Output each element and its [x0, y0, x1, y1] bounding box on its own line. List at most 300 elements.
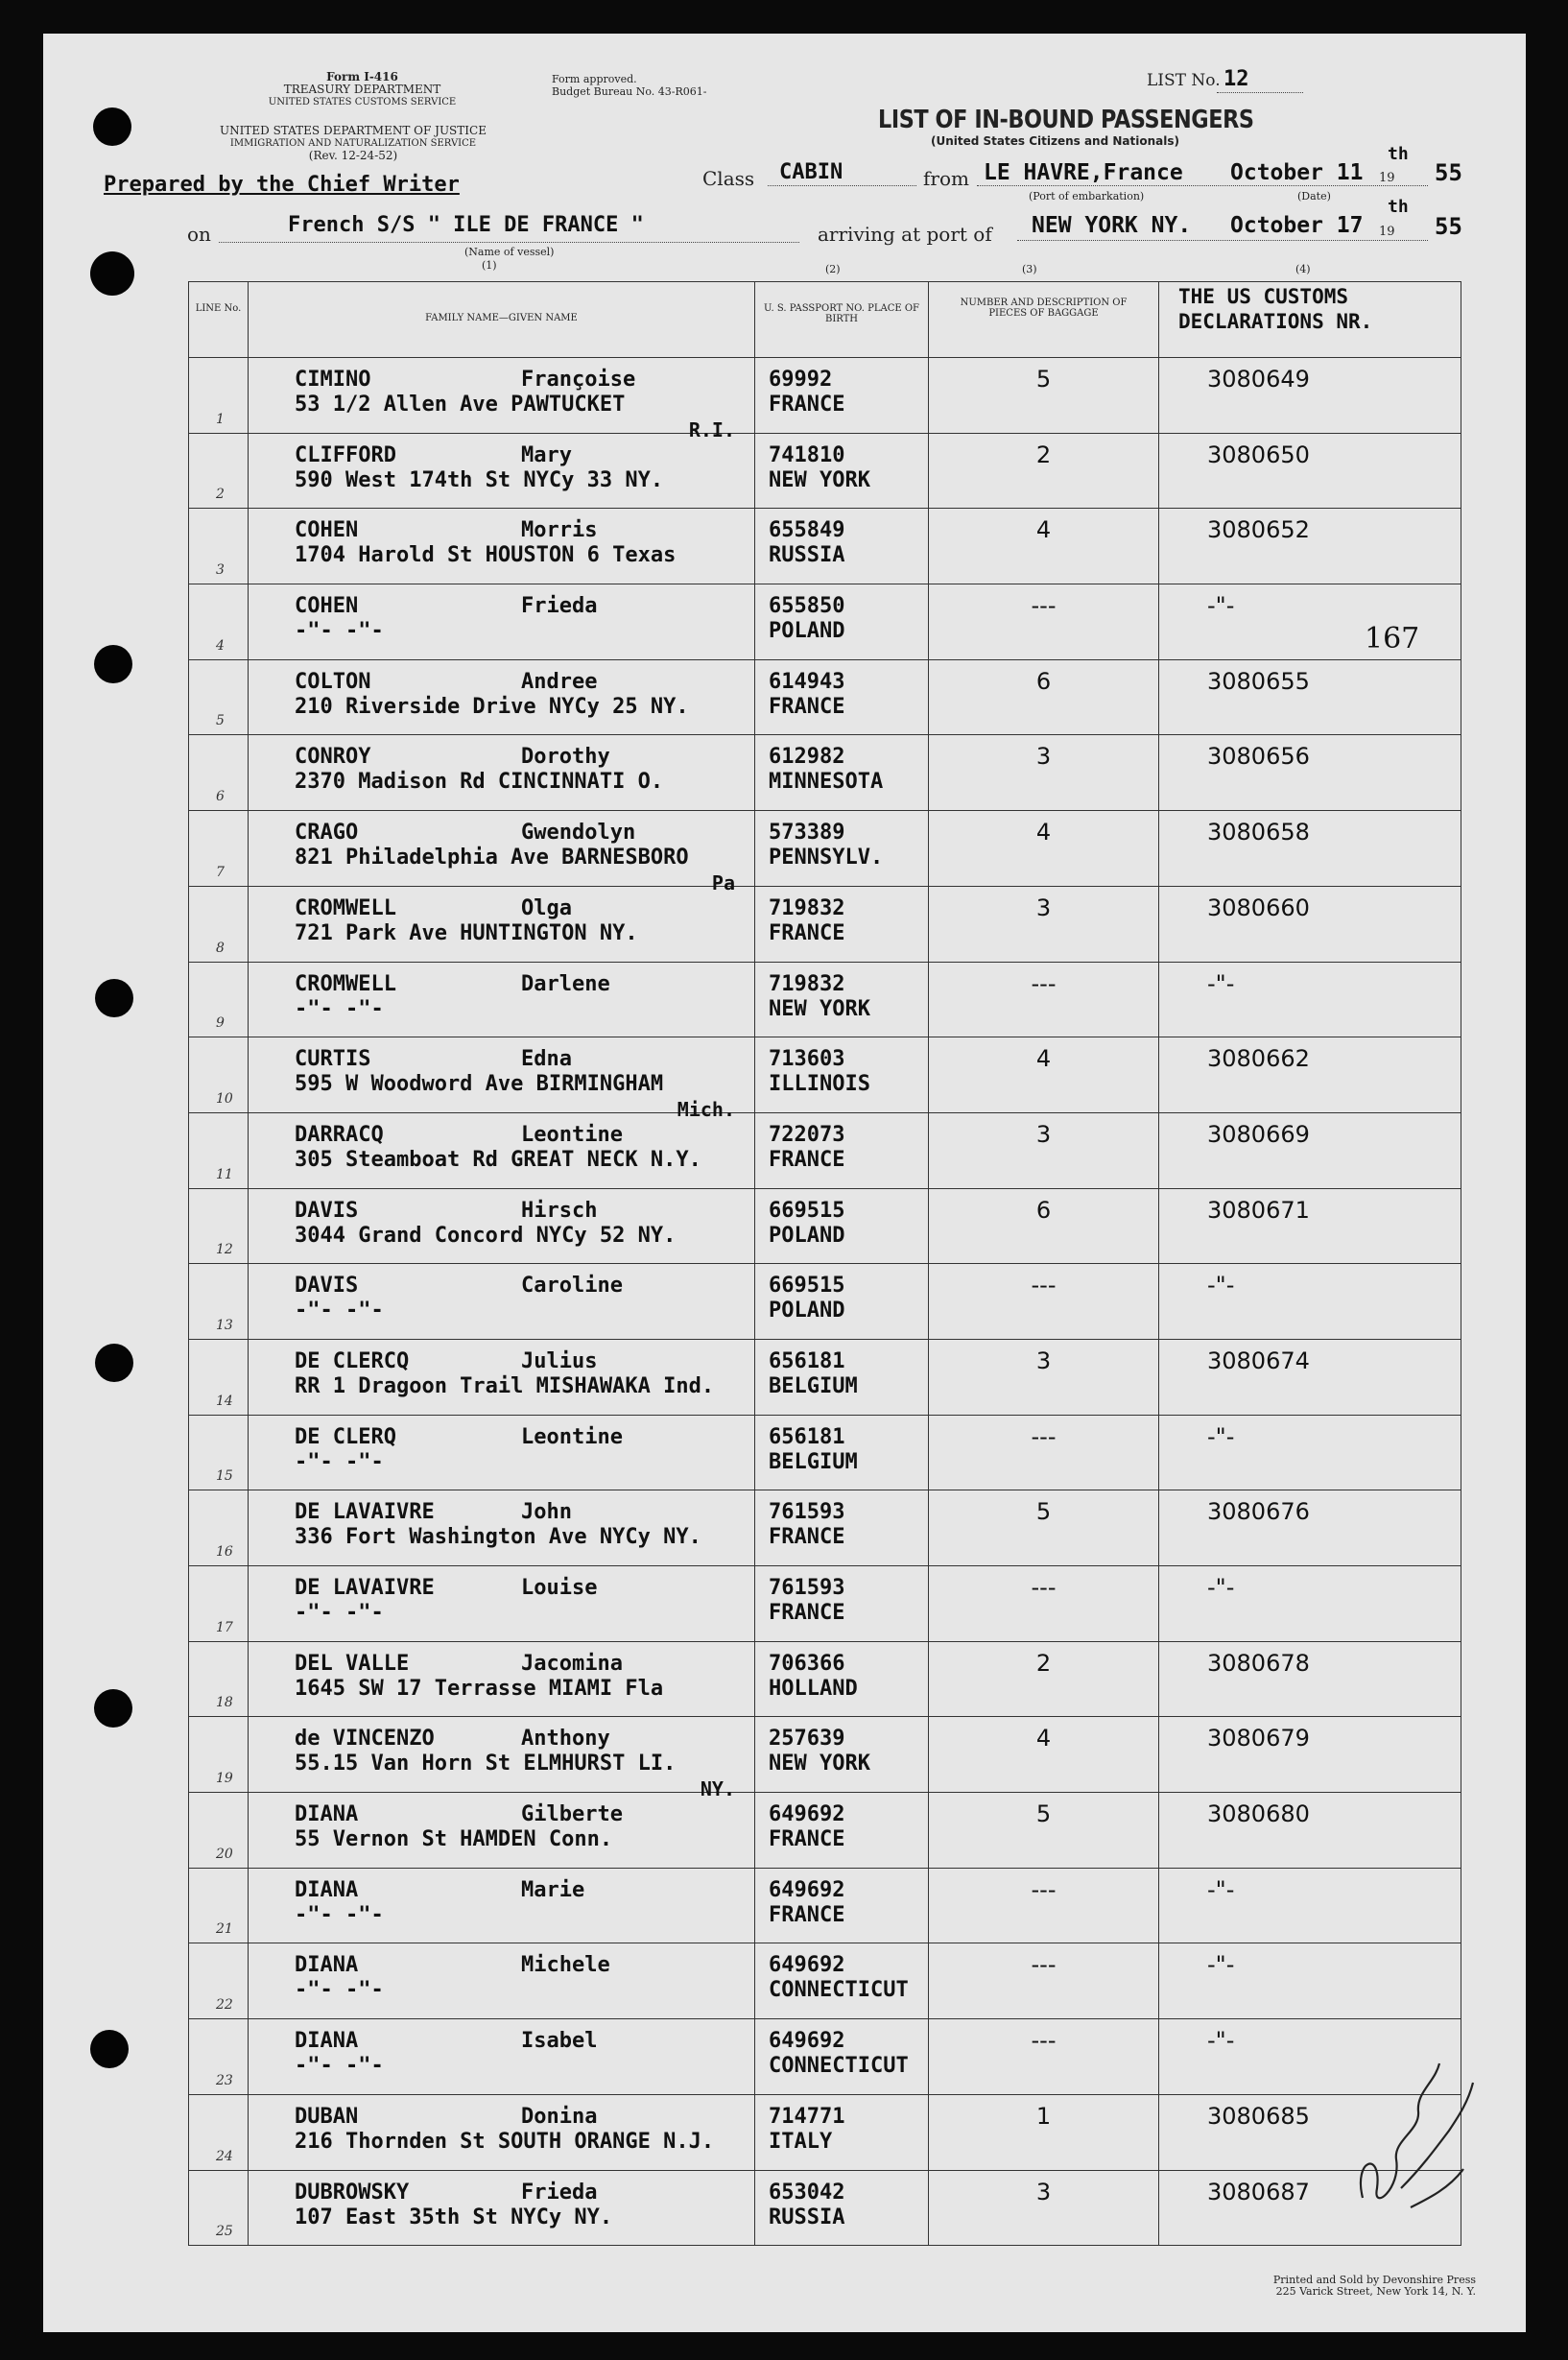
family-name: DIANA: [295, 1877, 359, 1902]
family-name: CRAGO: [295, 821, 359, 846]
passport-number: 713603: [769, 1047, 845, 1072]
form-number: Form I-416: [326, 70, 398, 83]
address: 721 Park Ave HUNTINGTON NY.: [295, 920, 638, 945]
line-number-cell: [189, 1641, 249, 1717]
baggage-count: 5: [1035, 1498, 1052, 1526]
table-row: [189, 659, 1461, 735]
name-cell: [249, 358, 755, 441]
name-cell: [249, 1415, 755, 1490]
line-number-cell: [189, 1566, 249, 1642]
passport-cell: [755, 1717, 929, 1793]
name-cell: [249, 2019, 755, 2095]
list-no-value: 12: [1224, 67, 1249, 91]
place-of-birth: BELGIUM: [769, 1373, 858, 1398]
declaration-cell: [1159, 1868, 1461, 1943]
given-name: Mary: [521, 442, 572, 467]
address-continued: NY.: [700, 1777, 735, 1801]
family-name: CIMINO: [295, 368, 371, 392]
binder-hole-icon: [90, 251, 134, 296]
line-number: 22: [216, 1997, 233, 2014]
address: 216 Thornden St SOUTH ORANGE N.J.: [295, 2129, 715, 2154]
baggage-cell: [929, 886, 1159, 962]
passport-cell: [755, 659, 929, 735]
place-of-birth: FRANCE: [769, 393, 845, 417]
given-name: Frieda: [521, 594, 598, 619]
line-number-cell: [189, 1490, 249, 1566]
declaration-number: 3080676: [1207, 1498, 1310, 1526]
passport-cell: [755, 2094, 929, 2170]
given-name: Donina: [521, 2104, 598, 2129]
line-number-cell: [189, 811, 249, 887]
embark-year-prefix: 19: [1379, 171, 1395, 185]
given-name: Hirsch: [521, 1198, 598, 1223]
line-number: 3: [216, 562, 225, 579]
passport-cell: [755, 1566, 929, 1642]
table-row: [189, 1793, 1461, 1869]
passport-number: 649692: [769, 2029, 845, 2054]
form-approval: [552, 73, 707, 98]
place-of-birth: POLAND: [769, 619, 845, 644]
passport-number: 719832: [769, 971, 845, 996]
arriving-label: arriving at port of: [818, 223, 992, 246]
declaration-cell: [1159, 1037, 1461, 1113]
baggage-cell: [929, 358, 1159, 434]
declaration-cell: [1159, 433, 1461, 509]
address: -"- -"-: [295, 1978, 384, 2003]
line-number: 5: [216, 713, 225, 729]
baggage-count: ---: [1031, 592, 1057, 620]
declaration-number: 3080679: [1207, 1725, 1310, 1752]
family-name: DE LAVAIVRE: [295, 1576, 435, 1600]
table-row: [189, 358, 1461, 434]
line-number-cell: [189, 1339, 249, 1415]
declaration-number: -"-: [1207, 969, 1235, 997]
address: 53 1/2 Allen Ave PAWTUCKET: [295, 393, 626, 417]
address: 595 W Woodword Ave BIRMINGHAM: [295, 1072, 664, 1097]
line-number: 1: [216, 411, 225, 427]
passport-number: 714771: [769, 2104, 845, 2129]
address: 305 Steamboat Rd GREAT NECK N.Y.: [295, 1147, 701, 1172]
name-cell: [249, 1943, 755, 2019]
line-number-cell: [189, 659, 249, 735]
line-number-cell: [189, 2094, 249, 2170]
passport-number: 706366: [769, 1651, 845, 1676]
line-number: 14: [216, 1393, 233, 1409]
passport-number: 612982: [769, 745, 845, 770]
given-name: Dorothy: [521, 745, 610, 770]
baggage-cell: [929, 2094, 1159, 2170]
embark-date: October 11: [1230, 160, 1364, 185]
family-name: CLIFFORD: [295, 442, 396, 467]
place-of-birth: MINNESOTA: [769, 770, 884, 795]
page-stamp: 167: [1365, 622, 1420, 656]
table-row: [189, 962, 1461, 1037]
form-revision: (Rev. 12-24-52): [308, 149, 398, 162]
baggage-cell: [929, 1112, 1159, 1188]
line-number: 16: [216, 1544, 233, 1560]
baggage-count: ---: [1031, 1272, 1057, 1299]
justice-dept: UNITED STATES DEPARTMENT OF JUSTICE: [220, 124, 487, 137]
place-of-birth: NEW YORK: [769, 467, 870, 492]
baggage-cell: [929, 509, 1159, 584]
declaration-cell: [1159, 1943, 1461, 2019]
baggage-cell: [929, 1566, 1159, 1642]
declaration-number: 3080680: [1207, 1800, 1310, 1828]
passport-number: 761593: [769, 1576, 845, 1600]
page-title: LIST OF IN-BOUND PASSENGERS: [878, 106, 1254, 134]
baggage-cell: [929, 433, 1159, 509]
declaration-cell: [1159, 659, 1461, 735]
table-row: [189, 735, 1461, 811]
declaration-cell: [1159, 886, 1461, 962]
declaration-cell: [1159, 811, 1461, 887]
passport-cell: [755, 1943, 929, 2019]
embark-year: 55: [1435, 159, 1462, 186]
baggage-count: ---: [1031, 1422, 1057, 1450]
passport-number: 649692: [769, 1953, 845, 1978]
class-value: CABIN: [779, 160, 843, 184]
declaration-number: 3080658: [1207, 819, 1310, 846]
place-of-birth: FRANCE: [769, 1902, 845, 1927]
line-number-cell: [189, 1943, 249, 2019]
declaration-number: 3080669: [1207, 1120, 1310, 1148]
place-of-birth: NEW YORK: [769, 996, 870, 1021]
passport-number: 614943: [769, 669, 845, 694]
embark-port: LE HAVRE,France: [984, 160, 1183, 185]
baggage-count: 3: [1035, 894, 1052, 921]
passport-cell: [755, 1490, 929, 1566]
name-cell: [249, 659, 755, 735]
line-number-cell: [189, 509, 249, 584]
passport-number: 69992: [769, 368, 833, 392]
budget-bureau: Budget Bureau No. 43-R061-: [552, 85, 707, 98]
declaration-number: 3080655: [1207, 667, 1310, 695]
baggage-count: 3: [1035, 1120, 1052, 1148]
table-row: [189, 2019, 1461, 2095]
family-name: COHEN: [295, 594, 359, 619]
table-row: [189, 1490, 1461, 1566]
family-name: DEL VALLE: [295, 1651, 410, 1676]
baggage-count: 4: [1035, 819, 1052, 846]
passport-number: 653042: [769, 2180, 845, 2205]
address: 821 Philadelphia Ave BARNESBORO: [295, 846, 689, 870]
given-name: Darlene: [521, 971, 610, 996]
table-row: [189, 2094, 1461, 2170]
given-name: Edna: [521, 1047, 572, 1072]
name-cell: [249, 811, 755, 895]
form-agency-block: [264, 71, 461, 108]
line-number: 12: [216, 1242, 233, 1258]
line-number-cell: [189, 1112, 249, 1188]
passport-cell: [755, 1112, 929, 1188]
address: -"- -"-: [295, 619, 384, 644]
baggage-count: 5: [1035, 366, 1052, 393]
passport-number: 669515: [769, 1198, 845, 1223]
table-row: [189, 1112, 1461, 1188]
binder-hole-icon: [94, 645, 132, 683]
address: -"- -"-: [295, 1449, 384, 1474]
baggage-count: ---: [1031, 2027, 1057, 2055]
baggage-cell: [929, 1868, 1159, 1943]
line-number-cell: [189, 735, 249, 811]
family-name: DAVIS: [295, 1198, 359, 1223]
address: -"- -"-: [295, 1601, 384, 1625]
passport-number: 719832: [769, 895, 845, 920]
baggage-cell: [929, 1339, 1159, 1415]
place-of-birth: FRANCE: [769, 1601, 845, 1625]
passport-cell: [755, 1868, 929, 1943]
baggage-cell: [929, 584, 1159, 660]
baggage-count: ---: [1031, 1951, 1057, 1979]
family-name: CROMWELL: [295, 971, 396, 996]
given-name: Olga: [521, 895, 572, 920]
place-of-birth: RUSSIA: [769, 543, 845, 568]
printer-line-1: Printed and Sold by Devonshire Press: [1272, 2274, 1476, 2286]
line-number-cell: [189, 1264, 249, 1340]
given-name: Louise: [521, 1576, 598, 1600]
name-cell: [249, 1339, 755, 1415]
col2-caption: (2): [825, 263, 841, 275]
line-number-cell: [189, 2170, 249, 2246]
class-label: Class: [702, 167, 755, 190]
declaration-number: 3080662: [1207, 1045, 1310, 1073]
line-number: 23: [216, 2072, 233, 2088]
line-number: 13: [216, 1317, 233, 1333]
declaration-cell: [1159, 1566, 1461, 1642]
declaration-cell: [1159, 1490, 1461, 1566]
address: 107 East 35th St NYCy NY.: [295, 2205, 613, 2229]
family-name: COLTON: [295, 669, 371, 694]
declaration-number: 3080678: [1207, 1649, 1310, 1677]
passport-number: 655849: [769, 518, 845, 543]
place-of-birth: POLAND: [769, 1299, 845, 1323]
address-continued: Pa: [711, 871, 735, 895]
line-number: 15: [216, 1468, 233, 1485]
place-of-birth: FRANCE: [769, 694, 845, 719]
line-number-cell: [189, 1793, 249, 1869]
line-number: 25: [216, 2224, 233, 2240]
family-name: de VINCENZO: [295, 1727, 435, 1752]
given-name: Leontine: [521, 1424, 623, 1449]
baggage-cell: [929, 1037, 1159, 1113]
passport-number: 655850: [769, 594, 845, 619]
passport-cell: [755, 962, 929, 1037]
family-name: DARRACQ: [295, 1122, 384, 1147]
binder-hole-icon: [95, 979, 133, 1017]
place-of-birth: ITALY: [769, 2129, 833, 2154]
table-row: [189, 1188, 1461, 1264]
baggage-cell: [929, 811, 1159, 887]
customs-service: UNITED STATES CUSTOMS SERVICE: [268, 97, 457, 107]
given-name: Marie: [521, 1877, 585, 1902]
passport-number: 656181: [769, 1424, 845, 1449]
declaration-number: -"-: [1207, 1875, 1235, 1903]
place-of-birth: BELGIUM: [769, 1449, 858, 1474]
baggage-cell: [929, 1641, 1159, 1717]
passport-cell: [755, 433, 929, 509]
family-name: DAVIS: [295, 1274, 359, 1299]
declaration-number: 3080674: [1207, 1347, 1310, 1374]
baggage-count: ---: [1031, 969, 1057, 997]
declaration-number: -"-: [1207, 2027, 1235, 2055]
baggage-count: 3: [1035, 743, 1052, 771]
table-row: [189, 2170, 1461, 2246]
name-cell: [249, 1112, 755, 1188]
baggage-count: 4: [1035, 1045, 1052, 1073]
declaration-number: 3080656: [1207, 743, 1310, 771]
address-continued: Mich.: [677, 1098, 735, 1122]
declaration-cell: [1159, 1264, 1461, 1340]
name-cell: [249, 584, 755, 660]
line-no-header: LINE No.: [189, 282, 249, 358]
baggage-count: 4: [1035, 516, 1052, 544]
family-name: CURTIS: [295, 1047, 371, 1072]
baggage-count: 6: [1035, 1196, 1052, 1224]
family-name: DE CLERCQ: [295, 1348, 410, 1373]
baggage-count: 2: [1035, 441, 1052, 468]
arrival-date-suffix: th: [1388, 197, 1409, 217]
address: 1704 Harold St HOUSTON 6 Texas: [295, 543, 677, 568]
arrival-port: NEW YORK NY.: [1032, 213, 1192, 238]
baggage-cell: [929, 659, 1159, 735]
line-number: 7: [216, 864, 225, 880]
family-name: CROMWELL: [295, 895, 396, 920]
binder-hole-icon: [90, 2030, 129, 2068]
vessel-name: French S/S " ILE DE FRANCE ": [288, 213, 644, 237]
passport-cell: [755, 1415, 929, 1490]
baggage-cell: [929, 1943, 1159, 2019]
passport-number: 649692: [769, 1877, 845, 1902]
declaration-number: 3080652: [1207, 516, 1310, 544]
name-cell: [249, 1793, 755, 1869]
line-number: 11: [216, 1166, 233, 1182]
declaration-number: 3080660: [1207, 894, 1310, 921]
name-cell: [249, 1566, 755, 1642]
passport-number: 649692: [769, 1802, 845, 1827]
baggage-count: 5: [1035, 1800, 1052, 1828]
name-cell: [249, 962, 755, 1037]
given-name: Anthony: [521, 1727, 610, 1752]
passport-cell: [755, 886, 929, 962]
declaration-cell: [1159, 1188, 1461, 1264]
declaration-number: -"-: [1207, 1951, 1235, 1979]
table-row: [189, 1566, 1461, 1642]
place-of-birth: CONNECTICUT: [769, 2054, 909, 2079]
passport-cell: [755, 1037, 929, 1113]
place-of-birth: FRANCE: [769, 920, 845, 945]
line-number: 18: [216, 1695, 233, 1711]
date-caption: (Date): [1297, 190, 1331, 203]
passport-header: U. S. PASSPORT NO. PLACE OF BIRTH: [755, 282, 929, 358]
place-of-birth: PENNSYLV.: [769, 846, 884, 870]
address-continued: R.I.: [688, 418, 735, 441]
passport-cell: [755, 2170, 929, 2246]
col4-caption: (4): [1295, 263, 1311, 275]
table-row: [189, 509, 1461, 584]
given-name: Jacomina: [521, 1651, 623, 1676]
given-name: Andree: [521, 669, 598, 694]
declaration-header: THE US CUSTOMS DECLARATIONS NR.: [1159, 282, 1461, 358]
passport-number: 656181: [769, 1348, 845, 1373]
table-row: [189, 1943, 1461, 2019]
line-number: 4: [216, 637, 225, 654]
passport-cell: [755, 1339, 929, 1415]
given-name: Morris: [521, 518, 598, 543]
given-name: Leontine: [521, 1122, 623, 1147]
declaration-number: -"-: [1207, 1574, 1235, 1601]
address: 590 West 174th St NYCy 33 NY.: [295, 467, 664, 492]
line-number-cell: [189, 1037, 249, 1113]
baggage-cell: [929, 2170, 1159, 2246]
baggage-count: 2: [1035, 1649, 1052, 1677]
table-row: [189, 1415, 1461, 1490]
baggage-cell: [929, 1264, 1159, 1340]
prepared-by: Prepared by the Chief Writer: [104, 173, 460, 197]
line-number-cell: [189, 886, 249, 962]
declaration-number: 3080685: [1207, 2102, 1310, 2130]
given-name: John: [521, 1500, 572, 1525]
declaration-number: -"-: [1207, 1422, 1235, 1450]
baggage-count: ---: [1031, 1875, 1057, 1903]
ins-service: IMMIGRATION AND NATURALIZATION SERVICE: [229, 138, 477, 149]
address: 55 Vernon St HAMDEN Conn.: [295, 1827, 613, 1852]
family-name: DIANA: [295, 1802, 359, 1827]
family-name: DE LAVAIVRE: [295, 1500, 435, 1525]
line-number-cell: [189, 2019, 249, 2095]
address: 3044 Grand Concord NYCy 52 NY.: [295, 1223, 677, 1248]
family-name: DIANA: [295, 2029, 359, 2054]
passport-cell: [755, 584, 929, 660]
name-cell: [249, 1037, 755, 1122]
address: 210 Riverside Drive NYCy 25 NY.: [295, 694, 689, 719]
baggage-cell: [929, 962, 1159, 1037]
arrival-year: 55: [1435, 213, 1462, 240]
declaration-number: 3080671: [1207, 1196, 1310, 1224]
line-number: 19: [216, 1771, 233, 1787]
table-header-row: [189, 282, 1461, 358]
passport-cell: [755, 811, 929, 887]
name-cell: [249, 1717, 755, 1801]
address: -"- -"-: [295, 1299, 384, 1323]
baggage-cell: [929, 2019, 1159, 2095]
baggage-cell: [929, 1188, 1159, 1264]
place-of-birth: POLAND: [769, 1223, 845, 1248]
line-number: 9: [216, 1015, 225, 1032]
passport-number: 669515: [769, 1274, 845, 1299]
baggage-cell: [929, 735, 1159, 811]
address: 2370 Madison Rd CINCINNATI O.: [295, 770, 664, 795]
passport-number: 761593: [769, 1500, 845, 1525]
line-number: 21: [216, 1921, 233, 1938]
name-cell: [249, 2094, 755, 2170]
form-approved: Form approved.: [552, 73, 637, 85]
family-name: COHEN: [295, 518, 359, 543]
declaration-number: 3080687: [1207, 2178, 1310, 2205]
address: -"- -"-: [295, 1902, 384, 1927]
place-of-birth: RUSSIA: [769, 2205, 845, 2229]
given-name: Gilberte: [521, 1802, 623, 1827]
table-row: [189, 886, 1461, 962]
declaration-cell: [1159, 1793, 1461, 1869]
binder-hole-icon: [93, 107, 131, 146]
baggage-count: ---: [1031, 1574, 1057, 1601]
on-label: on: [187, 223, 211, 246]
place-of-birth: ILLINOIS: [769, 1072, 870, 1097]
col1-caption: (1): [482, 259, 497, 272]
declaration-cell: [1159, 358, 1461, 434]
line-number-cell: [189, 1868, 249, 1943]
name-cell: [249, 2170, 755, 2246]
